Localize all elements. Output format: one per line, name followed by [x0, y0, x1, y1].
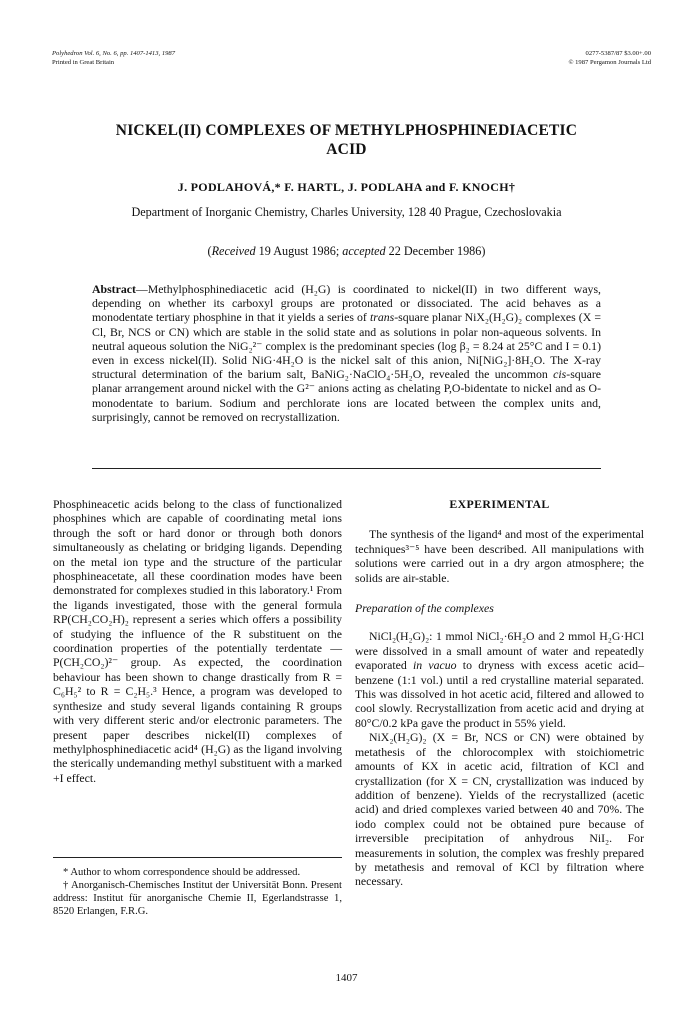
title-line-1: NICKEL(II) COMPLEXES OF METHYLPHOSPHINEDIACETIC: [115, 122, 578, 139]
journal-citation-line: Polyhedron Vol. 6, No. 6, pp. 1407-1413, 1987: [52, 50, 176, 57]
subheading-preparation: Preparation of the complexes: [355, 601, 494, 616]
article-title: [60, 121, 633, 159]
author-list: J. PODLAHOVÁ,* F. HARTL, J. PODLAHA and F. KNOCH†: [177, 180, 516, 194]
abstract-text-1: —Methylphosphinediacetic acid (H₂G) is coordinated to nickel(II) in two different ways, depending on whether its carboxyl groups are protonated or dissociated. The acid behaves as a monodentate tertiary phosphine in that it yields a series of: [92, 282, 601, 325]
abstract-text-3: -square planar arrangement around nickel with the G²⁻ anions acting as chelating P,O-bidentate to nickel and as O-monodentate to barium. Sodium and perchlorate ions are located between the complex units and, surprisingly, cannot be removed on recrystallization.: [92, 367, 601, 424]
preparation-paragraph-metathesis: NiX₂(H₂G)₂ (X = Br, NCS or CN) were obtained by metathesis of the chlorocomplex with stoichiometric amounts of KX in acetic acid, filtration of KCl and crystallization (for X = CN, crystallization was induced by addition of benzene). Yields of the recrystallized (acetic acid) and dried complexes varied between 40 and 70%. The iodo complex could not be obtained pure because of irreversible precipitation of anhydrous NiI₂. For measurements in solution, the complex was freshly prepared by metathesis and removal of KCl by filtration where necessary.: [355, 730, 644, 889]
right-column: [355, 497, 644, 889]
title-line-2: ACID: [326, 141, 367, 158]
footnotes: [53, 866, 342, 918]
in-vacuo: in vacuo: [412, 658, 457, 673]
received-date: 19 August 1986;: [255, 244, 343, 258]
abstract-trans: trans: [369, 310, 395, 325]
page-number: 1407: [335, 972, 358, 984]
left-column: [53, 497, 342, 785]
affiliation: Department of Inorganic Chemistry, Charles University, 128 40 Prague, Czechoslovakia: [131, 205, 562, 219]
intro-paragraph: Phosphineacetic acids belong to the class of functionalized phosphines which are capable of coordinating metal ions through the soft or hard donor or through both donors simultaneously as chelating or bridging ligands. Depending on the metal ion type and the structure of the particular phosphineacetate, all these coordination modes have been demonstrated for complexes studied in this laboratory.¹ From the ligands investigated, those with the general formula RP(CH₂CO₂H)₂ represent a series which offers a possibility of studying the influence of the R substituent on the coordination properties of the potentially terdentate —P(CH₂CO₂)²⁻ group. As expected, the coordination behaviour has been shown to change drastically from R = C₆H₅² to R = C₂H₅.³ Hence, a program was developed to synthesize and study several ligands containing R groups with very different steric and/or electronic parameters. The present paper describes nickel(II) complexes of methylphosphinediacetic acid⁴ (H₂G) as the ligand involving the sterically undemanding methyl substituent with a marked +I effect.: [53, 497, 342, 785]
printed-in-line: Printed in Great Britain: [52, 58, 115, 66]
footnote-corresponding: * Author to whom correspondence should be addressed.: [63, 867, 301, 878]
journal-citation: [52, 50, 175, 67]
received-label: Received: [211, 244, 256, 258]
abstract: [92, 282, 601, 424]
footnote-divider: [53, 857, 342, 858]
abstract-text-2: -square planar NiX₂(H₂G)₂ complexes (X = Cl, Br, NCS or CN) which are stable in the solid state and as solutions in polar non-aqueous solvents. In neutral aqueous solution the NiG₂²⁻ complex is the predominant species (log β₂ = 8.24 at 25°C and I = 0.1) even in excess nickel(II). Solid NiG·4H₂O is the nickel salt of this anion, Ni[NiG₂]·8H₂O. The X-ray structural determination of the barium salt, BaNiG₂·NaClO₄·5H₂O, revealed the uncommon: [92, 310, 601, 382]
footnote-address: † Anorganisch-Chemisches Institut der Universität Bonn. Present address: Institut für anorganische Chemie II, Egerlandstrasse 1, 8520 Erlangen, F.R.G.: [53, 880, 342, 917]
price-copyright: [568, 50, 651, 67]
experimental-paragraph: The synthesis of the ligand⁴ and most of the experimental techniques³⁻⁵ have been described. All manipulations with solutions were carried out in a dry argon atmosphere; the solids are air-stable.: [355, 527, 644, 585]
abstract-cis: cis: [553, 367, 567, 382]
received-dates: (Received 19 August 1986; accepted 22 December 1986): [207, 244, 486, 258]
abstract-label: Abstract: [92, 282, 136, 296]
abstract-divider: [92, 468, 601, 469]
accepted-label: accepted: [342, 244, 386, 258]
prep-text-post: to dryness with excess acetic acid–benzene (1:1 vol.) until a red crystalline material separated. This was dissolved in hot acetic acid, filtered and allowed to cool slowly. Recrystallization from acetic acid and drying at 80°C/0.2 kPa gave the product in 55% yield.: [355, 658, 644, 730]
preparation-paragraph-chloro: [355, 629, 644, 730]
section-heading-experimental: EXPERIMENTAL: [449, 497, 550, 511]
accepted-date: 22 December 1986: [385, 244, 482, 258]
copyright-line: © 1987 Pergamon Journals Ltd: [568, 58, 651, 66]
issn-price-line: 0277-5387/87 $3.00+.00: [585, 50, 651, 57]
prep-text-pre: NiCl₂(H₂G)₂: 1 mmol NiCl₂·6H₂O and 2 mmol H₂G·HCl were dissolved in a small amount of water and repeatedly evaporated: [355, 629, 644, 673]
